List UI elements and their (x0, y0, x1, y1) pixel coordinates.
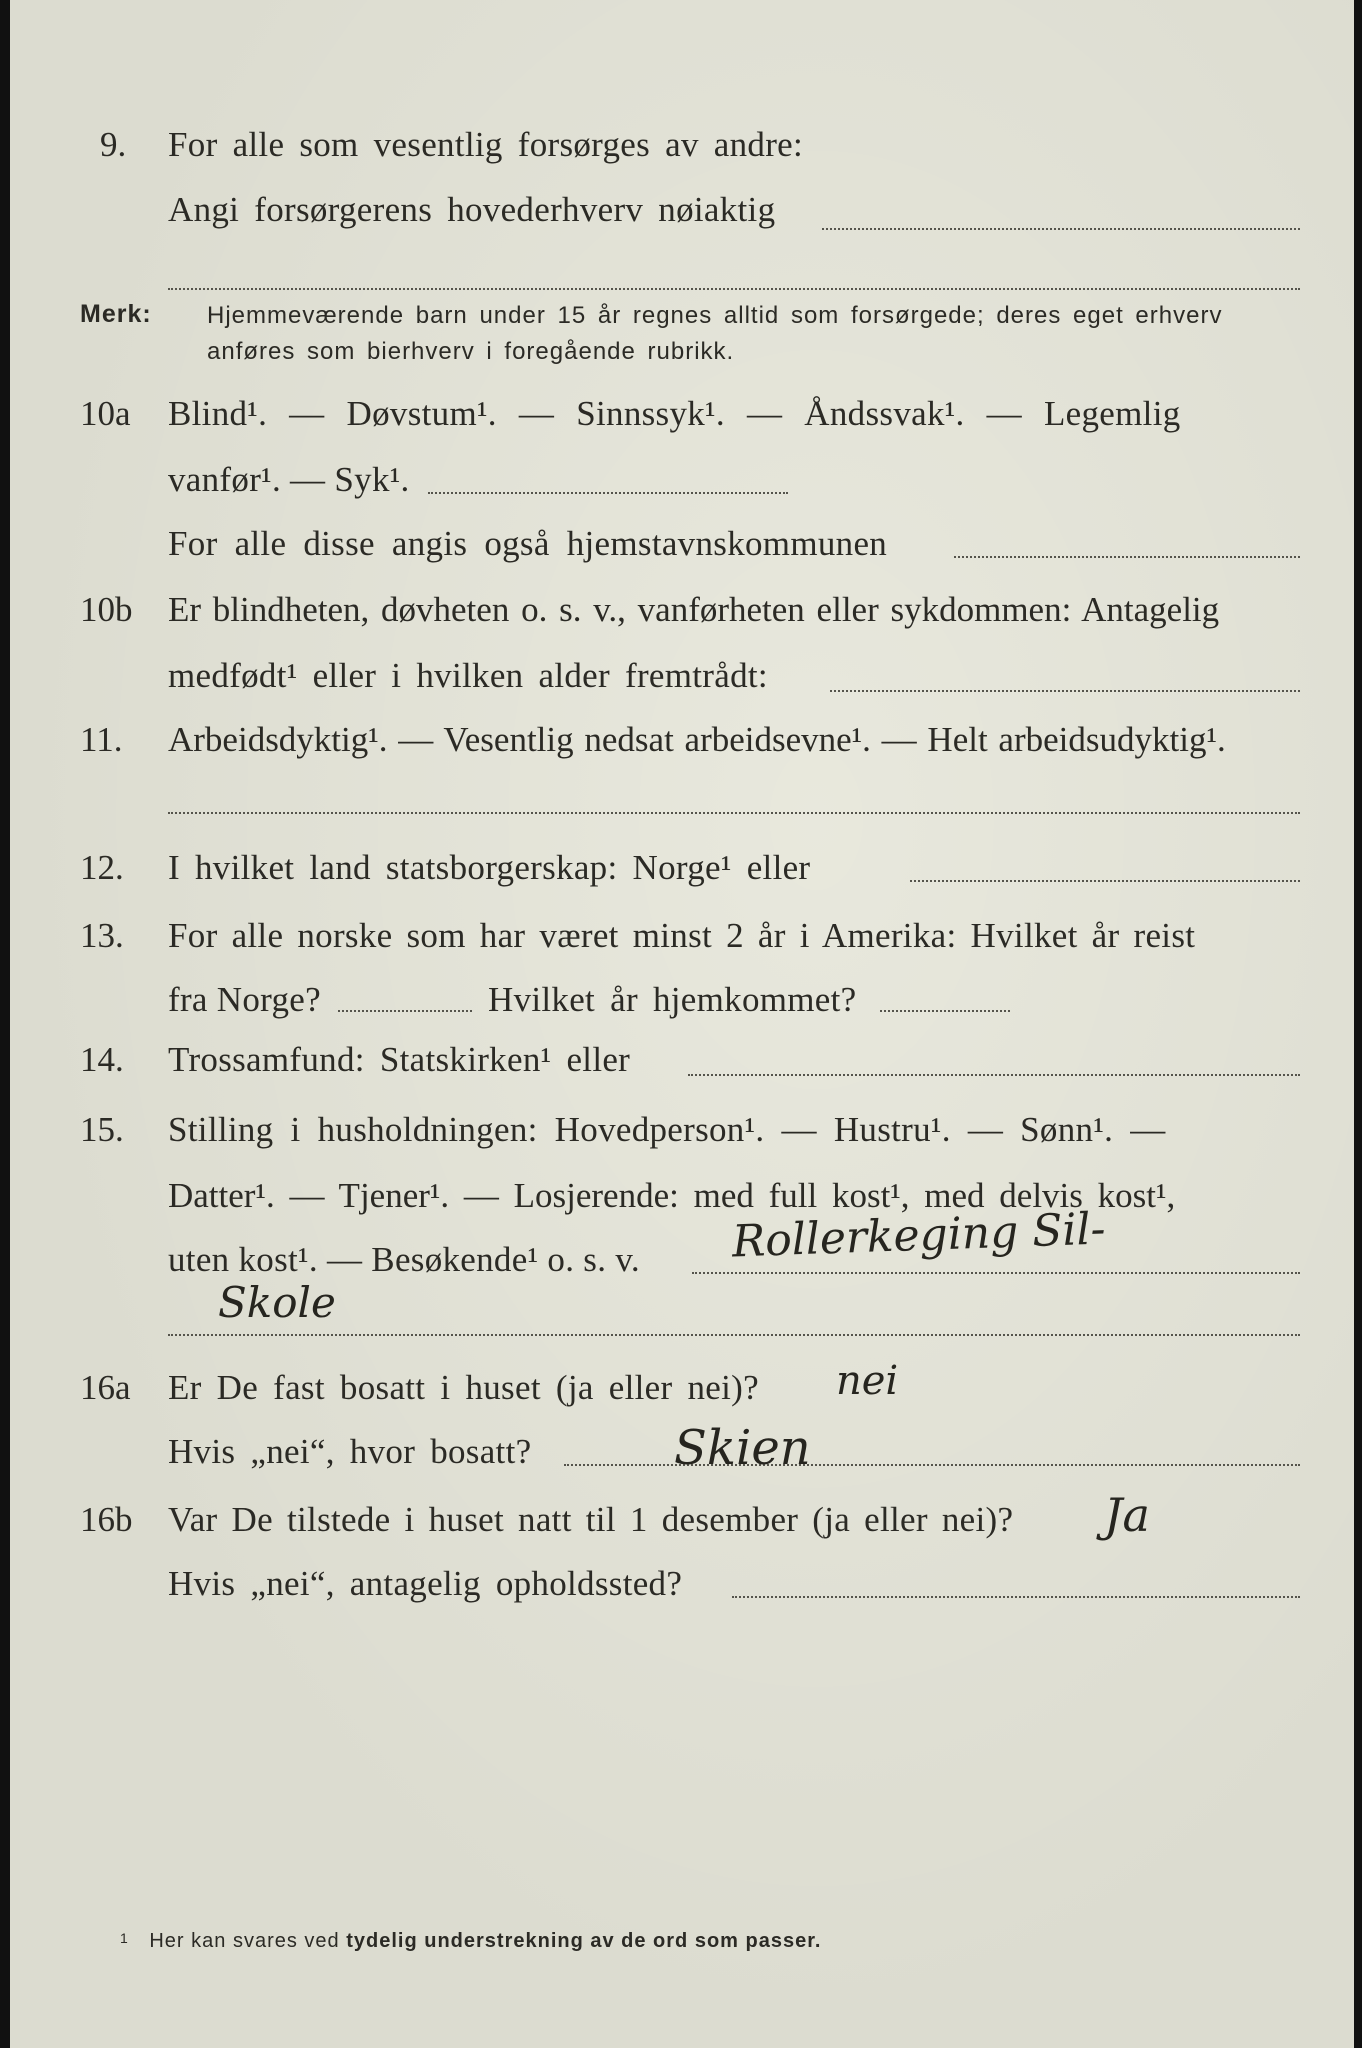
census-form-page (10, 0, 1354, 2048)
q10a-municipality-dotted-line (954, 556, 1300, 558)
merk-text-line1: Hjemmeværende barn under 15 år regnes alltid som forsørgede; deres eget erhverv (207, 302, 1223, 329)
q10b-number: 10b (80, 590, 133, 629)
q16a-text-line1: Er De fast bosatt i huset (ja eller nei)? (168, 1368, 759, 1407)
q11-number: 11. (80, 720, 123, 759)
q10b-text-line2: medfødt¹ eller i hvilken alder fremtrådt: (168, 656, 768, 695)
q12-text-line1: I hvilket land statsborgerskap: Norge¹ eller (168, 848, 811, 887)
q10a-text-line3: For alle disse angis også hjemstavnskommunen (168, 524, 888, 563)
footnote (120, 1930, 821, 1953)
q15-answer-dotted-line (692, 1272, 1300, 1274)
q9-extra-dotted-line (168, 288, 1300, 290)
q10a-answer-dotted-line (428, 492, 788, 494)
q15-text-line3: uten kost¹. — Besøkende¹ o. s. v. (168, 1240, 640, 1279)
q14-number: 14. (80, 1040, 124, 1079)
q10b-answer-dotted-line (830, 690, 1300, 692)
q16b-handwritten-answer1: Ja (1104, 1488, 1150, 1542)
q9-text-line1: For alle som vesentlig forsørges av andre: (168, 125, 804, 164)
q10a-text-line2: vanfør¹. — Syk¹. (168, 460, 410, 499)
merk-text-line2: anføres som bierhverv i foregående rubrikk. (207, 338, 735, 365)
q13-year-returned-dotted-line (880, 1010, 1010, 1012)
q13-year-left-dotted-line (338, 1010, 472, 1012)
footnote-mark: 1 (120, 1930, 129, 1946)
q10a-number: 10a (80, 394, 131, 433)
q16a-text-line2: Hvis „nei“, hvor bosatt? (168, 1432, 532, 1471)
q16a-number: 16a (80, 1368, 131, 1407)
q15-extra-dotted-line (168, 1334, 1300, 1336)
q9-number: 9. (100, 125, 127, 164)
q14-text-line1: Trossamfund: Statskirken¹ eller (168, 1040, 631, 1079)
q15-text-line1: Stilling i husholdningen: Hovedperson¹. — Hustru¹. — Sønn¹. — (168, 1110, 1166, 1149)
q15-number: 15. (80, 1110, 124, 1149)
q13-number: 13. (80, 916, 124, 955)
merk-label: Merk: (80, 300, 152, 328)
q9-answer-dotted-line (822, 228, 1300, 230)
q10b-text-line1: Er blindheten, døvheten o. s. v., vanførheten eller sykdommen: Antagelig (168, 590, 1220, 629)
q16a-handwritten-answer1: nei (836, 1358, 899, 1404)
q10a-text-line1: Blind¹. — Døvstum¹. — Sinnssyk¹. — Åndssvak¹. — Legemlig (168, 394, 1181, 433)
q9-text-line2: Angi forsørgerens hovederhverv nøiaktig (168, 190, 776, 229)
q16b-text-line1: Var De tilstede i huset natt til 1 desember (ja eller nei)? (168, 1500, 1014, 1539)
q13-text-line2a: fra Norge? (168, 980, 321, 1019)
q13-text-line2b: Hvilket år hjemkommet? (488, 980, 857, 1019)
q15-text-line2: Datter¹. — Tjener¹. — Losjerende: med full kost¹, med delvis kost¹, (168, 1176, 1176, 1215)
q12-answer-dotted-line (910, 880, 1300, 882)
q12-number: 12. (80, 848, 124, 887)
q11-text-line1: Arbeidsdyktig¹. — Vesentlig nedsat arbeidsevne¹. — Helt arbeidsudyktig¹. (168, 720, 1226, 759)
q16b-whereabouts-dotted-line (732, 1596, 1300, 1598)
q14-answer-dotted-line (688, 1074, 1300, 1076)
q15-handwritten-answer-line2: Skole (218, 1278, 336, 1327)
q11-extra-dotted-line (168, 812, 1300, 814)
q13-text-line1: For alle norske som har været minst 2 år i Amerika: Hvilket år reist (168, 916, 1196, 955)
q15-handwritten-answer-line1: Rollerkeging Sil- (731, 1203, 1107, 1268)
q16a-handwritten-answer2: Skien (674, 1420, 811, 1476)
q16b-number: 16b (80, 1500, 133, 1539)
footnote-bold-text: tydelig understrekning av de ord som passer. (346, 1930, 822, 1952)
q16b-text-line2: Hvis „nei“, antagelig opholdssted? (168, 1564, 683, 1603)
footnote-text: Her kan svares ved (149, 1930, 340, 1952)
